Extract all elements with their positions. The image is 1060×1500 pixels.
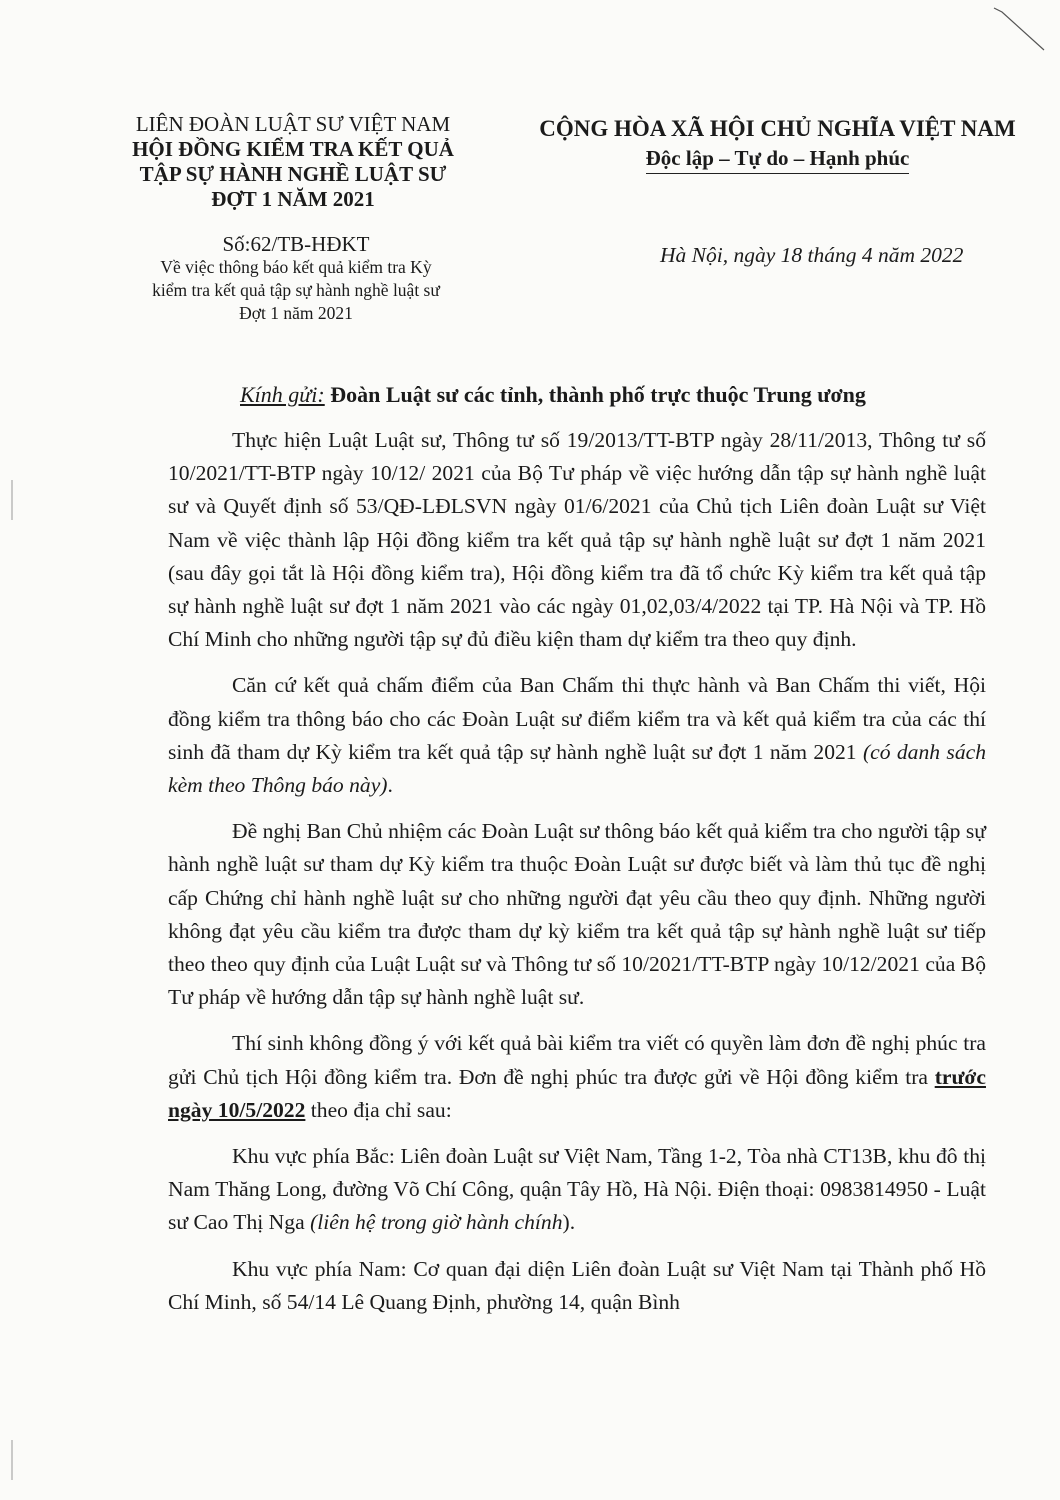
paragraph-4 xyxy=(168,1027,986,1127)
council-name: HỘI ĐỒNG KIỂM TRA KẾT QUẢ xyxy=(132,137,454,161)
paragraph-4-end: theo địa chỉ sau: xyxy=(310,1097,452,1122)
recipient-value: Đoàn Luật sư các tỉnh, thành phố trực thuộc Trung ương xyxy=(330,382,866,407)
paragraph-3: Đề nghị Ban Chủ nhiệm các Đoàn Luật sư thông báo kết quả kiểm tra cho người tập sự hành nghề luật sư tham dự Kỳ kiểm tra thuộc Đoàn Luật sư được biết và làm thủ tục đề nghị cấp Chứng chỉ hành nghề luật sư cho những người đạt yêu cầu theo quy định. Những người không đạt yêu cầu kiểm tra được tham dự kỳ kiểm tra kết quả tập sự hành nghề luật sư tiếp theo theo quy định của Luật Luật sư và Thông tư số 10/2021/TT-BTP ngày 10/12/2021 của Bộ Tư pháp về hướng dẫn tập sự hành nghề luật sư. xyxy=(168,819,986,1010)
recipient-label: Kính gửi: xyxy=(240,382,325,407)
north-address-end: ). xyxy=(562,1210,576,1235)
paragraph-2 xyxy=(168,669,986,802)
paragraph-1: Thực hiện Luật Luật sư, Thông tư số 19/2013/TT-BTP ngày 28/11/2013, Thông tư số 10/2021/TT-BTP ngày 10/12/ 2021 của Bộ Tư pháp về việc hướng dẫn tập sự hành nghề luật sư và Quyết định số 53/QĐ-LĐLSVN ngày 01/6/2021 của Chủ tịch Liên đoàn Luật sư Việt Nam về việc thành lập Hội đồng kiểm tra kết quả tập sự hành nghề luật sư đợt 1 năm 2021 (sau đây gọi tắt là Hội đồng kiểm tra), Hội đồng kiểm tra đã tổ chức Kỳ kiểm tra kết quả tập sự hành nghề luật sư đợt 1 năm 2021 vào các ngày 01,02,03/4/2022 tại TP. Hà Nội và TP. Hồ Chí Minh cho những người tập sự đủ điều kiện tham dự kiểm tra theo quy định. xyxy=(168,428,986,652)
subject-line-2: kiểm tra kết quả tập sự hành nghề luật sư xyxy=(152,280,440,300)
issue-date: Hà Nội, ngày 18 tháng 4 năm 2022 xyxy=(660,243,964,267)
federation-name: LIÊN ĐOÀN LUẬT SƯ VIỆT NAM xyxy=(135,112,451,136)
subject-line-3: Đợt 1 năm 2021 xyxy=(239,303,353,323)
north-contact-hours: (liên hệ trong giờ hành chính xyxy=(310,1210,563,1235)
document-body xyxy=(168,424,986,1332)
paragraph-2-text: Căn cứ kết quả chấm điểm của Ban Chấm thi thực hành và Ban Chấm thi viết, Hội đồng kiểm tra thông báo cho các Đoàn Luật sư điểm kiểm tra và kết quả kiểm tra của các thí sinh đã tham dự Kỳ kiểm tra kết quả tập sự hành nghề luật sư đợt 1 năm 2021 xyxy=(168,673,986,764)
paragraph-north-address xyxy=(168,1140,986,1240)
paragraph-south-address: Khu vực phía Nam: Cơ quan đại diện Liên đoàn Luật sư Việt Nam tại Thành phố Hồ Chí Minh, số 54/14 Lê Quang Định, phường 14, quận Bình xyxy=(168,1256,986,1314)
scan-margin-marks xyxy=(6,480,26,1480)
paragraph-4-text: Thí sinh không đồng ý với kết quả bài kiểm tra viết có quyền làm đơn đề nghị phúc tra gửi Chủ tịch Hội đồng kiểm tra. Đơn đề nghị phúc tra được gửi về Hội đồng kiểm tra xyxy=(168,1031,986,1089)
document-number: Số:62/TB-HĐKT xyxy=(222,232,370,256)
issuing-authority xyxy=(98,112,488,212)
document-reference xyxy=(110,233,482,325)
north-address-text: Khu vực phía Bắc: Liên đoàn Luật sư Việt Nam, Tầng 1-2, Tòa nhà CT13B, khu đô thị Nam Thăng Long, đường Võ Chí Công, quận Tây Hồ, Hà Nội. Điện thoại: 0983814950 - Luật sư Cao Thị Nga xyxy=(168,1144,986,1235)
national-header xyxy=(505,114,1050,174)
national-motto: Độc lập – Tự do – Hạnh phúc xyxy=(646,144,910,174)
scan-corner-mark xyxy=(992,6,1052,56)
national-title: CỘNG HÒA XÃ HỘI CHỦ NGHĨA VIỆT NAM xyxy=(539,116,1016,141)
paragraph-2-attachment-note: (có danh sách kèm theo Thông báo này) xyxy=(168,739,986,798)
council-name-line2: TẬP SỰ HÀNH NGHỀ LUẬT SƯ xyxy=(139,162,447,186)
subject-line-1: Về việc thông báo kết quả kiểm tra Kỳ xyxy=(160,257,432,277)
recipient-line xyxy=(240,382,866,408)
paragraph-2-end: . xyxy=(387,773,393,798)
deadline-date: trước ngày 10/5/2022 xyxy=(168,1064,986,1122)
council-batch: ĐỢT 1 NĂM 2021 xyxy=(211,187,375,211)
